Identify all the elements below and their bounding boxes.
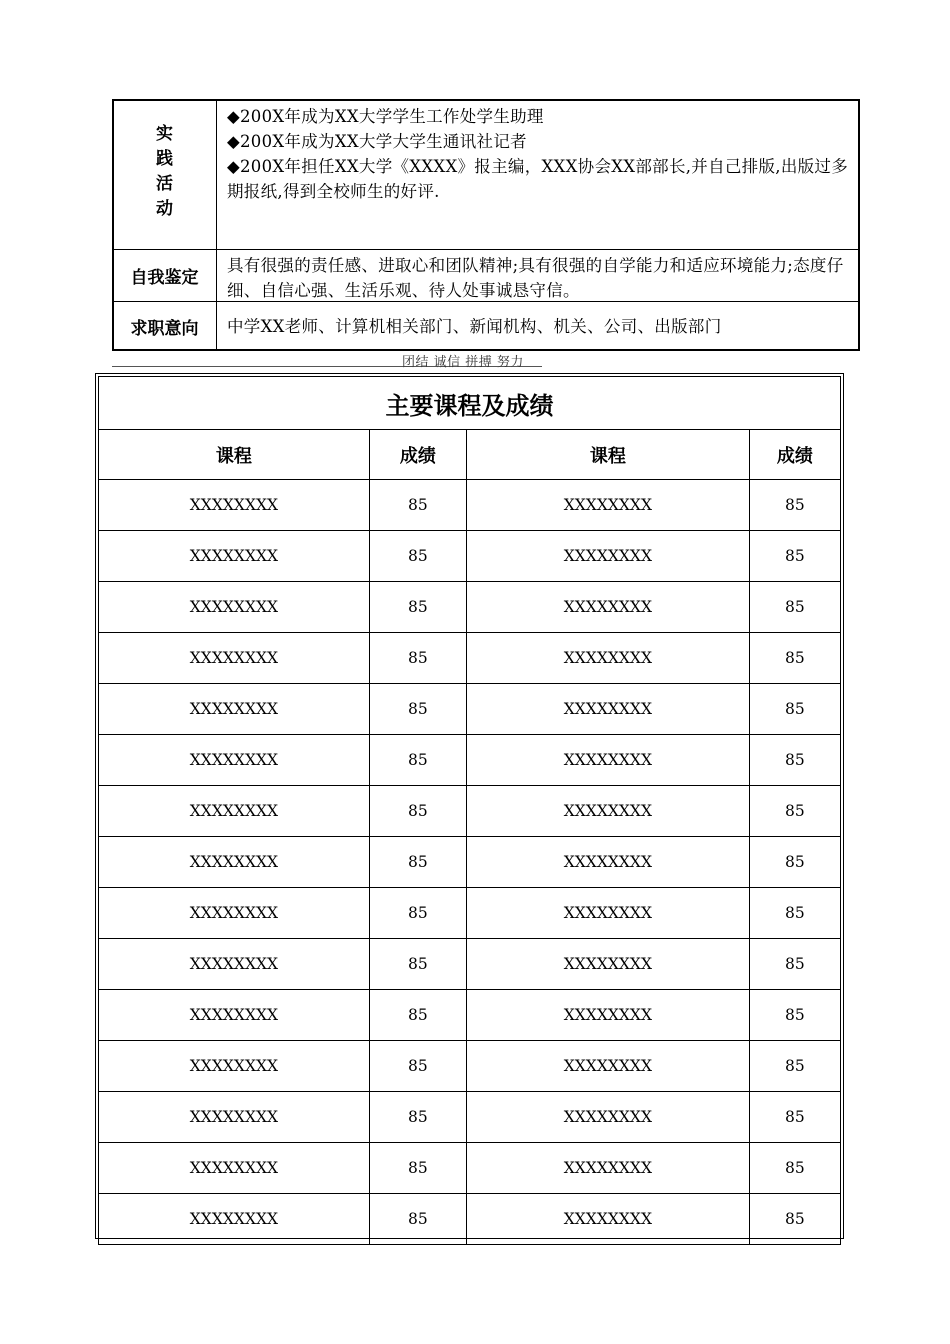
course-score-cell: 85 <box>369 684 466 735</box>
course-name-cell: XXXXXXXX <box>467 480 750 531</box>
course-score-cell: 85 <box>749 786 840 837</box>
course-score-cell: 85 <box>369 735 466 786</box>
column-header-course: 课程 <box>467 430 750 480</box>
course-name-cell: XXXXXXXX <box>99 1143 370 1194</box>
course-score-cell: 85 <box>369 1041 466 1092</box>
course-name-cell: XXXXXXXX <box>467 1194 750 1245</box>
resume-table <box>112 99 860 351</box>
course-score-cell: 85 <box>749 1092 840 1143</box>
course-name-cell: XXXXXXXX <box>467 837 750 888</box>
course-score-cell: 85 <box>749 633 840 684</box>
self-assessment-text: 具有很强的责任感、进取心和团队精神;具有很强的自学能力和适应环境能力;态度仔细、自信心强、生活乐观、待人处事诚恳守信。 <box>227 256 844 300</box>
job-intent-text: 中学XX老师、计算机相关部门、新闻机构、机关、公司、出版部门 <box>227 316 722 336</box>
column-header-course: 课程 <box>99 430 370 480</box>
course-score-cell: 85 <box>749 1041 840 1092</box>
course-table-body <box>99 480 841 1245</box>
practice-label <box>113 100 217 249</box>
column-header-score: 成绩 <box>369 430 466 480</box>
table-row <box>99 990 841 1041</box>
course-score-cell: 85 <box>369 1092 466 1143</box>
column-header-score: 成绩 <box>749 430 840 480</box>
course-name-cell: XXXXXXXX <box>467 633 750 684</box>
course-score-cell: 85 <box>749 1143 840 1194</box>
course-header-row <box>99 430 841 480</box>
course-name-cell: XXXXXXXX <box>99 939 370 990</box>
practice-label-char: 动 <box>156 199 173 219</box>
table-row <box>99 735 841 786</box>
course-name-cell: XXXXXXXX <box>99 531 370 582</box>
course-name-cell: XXXXXXXX <box>99 990 370 1041</box>
course-name-cell: XXXXXXXX <box>467 939 750 990</box>
table-row <box>99 633 841 684</box>
course-name-cell: XXXXXXXX <box>467 990 750 1041</box>
motto-text: 团结 诚信 拼搏 努力 <box>402 355 524 370</box>
course-score-cell: 85 <box>749 888 840 939</box>
practice-label-char: 实 <box>156 124 173 144</box>
self-assessment-label: 自我鉴定 <box>113 250 217 301</box>
table-row <box>99 531 841 582</box>
course-name-cell: XXXXXXXX <box>467 1041 750 1092</box>
course-name-cell: XXXXXXXX <box>99 735 370 786</box>
course-score-cell: 85 <box>369 837 466 888</box>
table-row <box>99 582 841 633</box>
course-score-cell: 85 <box>369 480 466 531</box>
course-name-cell: XXXXXXXX <box>99 582 370 633</box>
course-name-cell: XXXXXXXX <box>467 531 750 582</box>
table-row <box>99 786 841 837</box>
practice-content <box>217 100 859 249</box>
table-row <box>99 837 841 888</box>
table-row <box>99 1143 841 1194</box>
table-row <box>99 1194 841 1245</box>
course-score-cell: 85 <box>749 582 840 633</box>
course-score-cell: 85 <box>749 480 840 531</box>
course-score-cell: 85 <box>369 1194 466 1245</box>
practice-row <box>113 100 859 249</box>
course-name-cell: XXXXXXXX <box>99 1092 370 1143</box>
course-score-cell: 85 <box>369 1143 466 1194</box>
job-intent-label: 求职意向 <box>113 302 217 350</box>
course-name-cell: XXXXXXXX <box>99 684 370 735</box>
course-name-cell: XXXXXXXX <box>467 786 750 837</box>
self-assessment-row <box>113 249 859 301</box>
practice-label-char: 活 <box>156 174 173 194</box>
course-score-cell: 85 <box>369 531 466 582</box>
course-name-cell: XXXXXXXX <box>99 633 370 684</box>
course-name-cell: XXXXXXXX <box>467 684 750 735</box>
course-score-cell: 85 <box>749 939 840 990</box>
practice-item: ◆200X年担任XX大学《XXXX》报主编，XXX协会XX部部长,并自己排版,出版过多期报纸,得到全校师生的好评. <box>227 157 849 201</box>
practice-item: ◆200X年成为XX大学大学生通讯社记者 <box>227 132 527 151</box>
course-table-frame <box>95 373 844 1239</box>
practice-item: ◆200X年成为XX大学学生工作处学生助理 <box>227 107 544 126</box>
course-table-title: 主要课程及成绩 <box>99 377 841 430</box>
course-score-cell: 85 <box>749 684 840 735</box>
table-row <box>99 939 841 990</box>
course-score-cell: 85 <box>369 633 466 684</box>
course-name-cell: XXXXXXXX <box>467 888 750 939</box>
course-score-cell: 85 <box>749 1194 840 1245</box>
table-row <box>99 684 841 735</box>
table-row <box>99 888 841 939</box>
course-score-cell: 85 <box>369 888 466 939</box>
course-score-cell: 85 <box>369 990 466 1041</box>
course-name-cell: XXXXXXXX <box>467 735 750 786</box>
course-name-cell: XXXXXXXX <box>99 480 370 531</box>
job-intent-row <box>113 301 859 350</box>
course-score-cell: 85 <box>749 531 840 582</box>
course-name-cell: XXXXXXXX <box>467 582 750 633</box>
course-score-cell: 85 <box>369 786 466 837</box>
course-name-cell: XXXXXXXX <box>99 1041 370 1092</box>
course-name-cell: XXXXXXXX <box>467 1092 750 1143</box>
course-score-cell: 85 <box>749 837 840 888</box>
course-name-cell: XXXXXXXX <box>467 1143 750 1194</box>
table-row <box>99 1092 841 1143</box>
course-name-cell: XXXXXXXX <box>99 888 370 939</box>
course-score-cell: 85 <box>749 735 840 786</box>
course-score-cell: 85 <box>749 990 840 1041</box>
course-score-cell: 85 <box>369 939 466 990</box>
course-name-cell: XXXXXXXX <box>99 786 370 837</box>
course-name-cell: XXXXXXXX <box>99 1194 370 1245</box>
table-row <box>99 1041 841 1092</box>
course-table <box>98 376 841 1245</box>
course-score-cell: 85 <box>369 582 466 633</box>
course-name-cell: XXXXXXXX <box>99 837 370 888</box>
table-row <box>99 480 841 531</box>
practice-label-char: 践 <box>156 149 173 169</box>
